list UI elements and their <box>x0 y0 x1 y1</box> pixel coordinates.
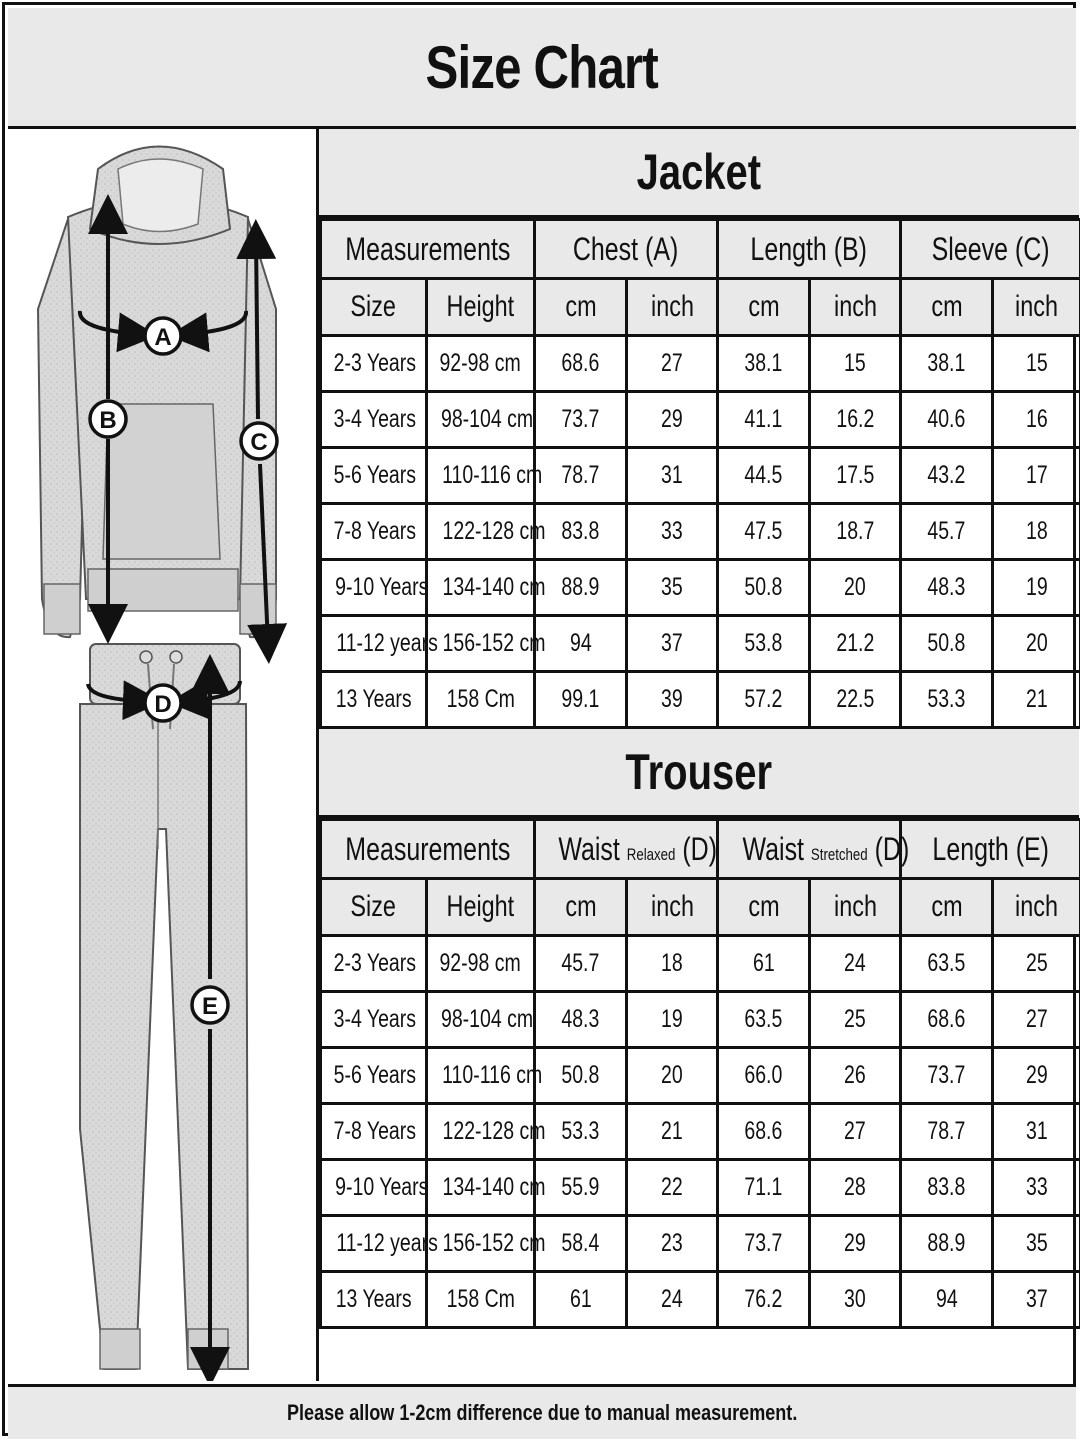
table-cell: 29 <box>661 405 683 433</box>
table-row <box>321 560 1080 616</box>
table-cell: 61 <box>569 1285 592 1313</box>
table-cell: 76.2 <box>744 1285 783 1313</box>
table-cell: 38.1 <box>927 349 966 377</box>
table-cell: 94 <box>569 629 592 657</box>
table-cell: 83.8 <box>561 517 600 545</box>
table-cell: 17 <box>1025 461 1048 489</box>
table-cell: 39 <box>661 685 683 713</box>
table-row <box>321 1216 1080 1272</box>
table-cell: 33 <box>1025 1173 1048 1201</box>
table-cell: 30 <box>844 1285 866 1313</box>
svg-text:E: E <box>201 993 219 1020</box>
table-cell: 98-104 cm <box>440 405 534 433</box>
table-row <box>321 504 1080 560</box>
table-row <box>321 1104 1080 1160</box>
table-cell: 88.9 <box>927 1229 966 1257</box>
unit-inch: inch <box>833 290 877 323</box>
table-cell: 73.7 <box>561 405 600 433</box>
table-cell: 68.6 <box>744 1117 783 1145</box>
jacket-measurements-header: Measurements <box>345 230 511 267</box>
table-cell: 122-128 cm <box>442 1117 546 1145</box>
table-cell: 45.7 <box>561 949 600 977</box>
table-cell: 158 Cm <box>446 685 515 713</box>
page-title: Size Chart <box>425 33 659 101</box>
unit-cm: cm <box>747 890 780 923</box>
table-cell: 20 <box>661 1061 683 1089</box>
garment-diagram <box>8 129 316 1381</box>
table-cell: 88.9 <box>561 573 600 601</box>
table-cell: 26 <box>844 1061 866 1089</box>
jacket-subheader-row <box>321 279 1080 336</box>
table-cell: 37 <box>1025 1285 1048 1313</box>
table-cell: 9-10 Years <box>335 573 429 601</box>
table-row <box>321 616 1080 672</box>
table-cell: 78.7 <box>927 1117 966 1145</box>
table-cell: 16.2 <box>836 405 875 433</box>
jacket-table <box>319 218 1080 729</box>
unit-cm: cm <box>930 890 963 923</box>
table-cell: 25 <box>1025 949 1048 977</box>
table-cell: 48.3 <box>927 573 966 601</box>
table-cell: 45.7 <box>927 517 966 545</box>
table-cell: 3-4 Years <box>333 1005 417 1033</box>
jacket-length-header: Length (B) <box>750 230 868 267</box>
table-cell: 47.5 <box>744 517 783 545</box>
table-cell: 29 <box>1025 1061 1048 1089</box>
trouser-waist-stretched-header: Waist Stretched (D) <box>742 830 910 867</box>
svg-text:A: A <box>154 324 172 351</box>
jacket-chest-header: Chest (A) <box>573 230 679 267</box>
table-cell: 20 <box>1025 629 1048 657</box>
unit-cm: cm <box>564 890 597 923</box>
table-cell: 19 <box>661 1005 683 1033</box>
table-cell: 110-116 cm <box>442 1061 543 1089</box>
unit-inch: inch <box>650 890 694 923</box>
table-cell: 7-8 Years <box>333 1117 417 1145</box>
table-row <box>321 1048 1080 1104</box>
table-cell: 158 Cm <box>446 1285 515 1313</box>
table-cell: 7-8 Years <box>333 517 417 545</box>
table-cell: 29 <box>844 1229 866 1257</box>
unit-cm: cm <box>564 290 597 323</box>
table-cell: 50.8 <box>927 629 966 657</box>
table-cell: 63.5 <box>927 949 966 977</box>
table-cell: 21 <box>661 1117 683 1145</box>
table-row <box>321 336 1080 392</box>
table-cell: 110-116 cm <box>442 461 543 489</box>
table-cell: 24 <box>661 1285 683 1313</box>
table-cell: 44.5 <box>744 461 783 489</box>
table-cell: 2-3 Years <box>333 349 417 377</box>
table-row <box>321 936 1080 992</box>
trouser-subheader-row <box>321 879 1080 936</box>
table-cell: 92-98 cm <box>439 949 522 977</box>
table-cell: 22 <box>661 1173 683 1201</box>
table-row <box>321 392 1080 448</box>
table-cell: 20 <box>844 573 866 601</box>
label-c <box>241 423 277 459</box>
trouser-waist-relaxed-header: Waist Relaxed (D) <box>558 830 718 867</box>
table-cell: 31 <box>1025 1117 1048 1145</box>
svg-text:C: C <box>250 429 268 456</box>
table-cell: 18 <box>1025 517 1048 545</box>
table-row <box>321 448 1080 504</box>
label-d <box>145 685 181 721</box>
footer-note: Please allow 1-2cm difference due to manual measurement. <box>8 1384 1076 1439</box>
table-cell: 11-12 years <box>336 629 438 657</box>
table-cell: 50.8 <box>744 573 783 601</box>
table-cell: 66.0 <box>744 1061 783 1089</box>
unit-cm: cm <box>930 290 963 323</box>
table-cell: 22.5 <box>836 685 875 713</box>
table-cell: 99.1 <box>561 685 600 713</box>
unit-inch: inch <box>1015 890 1059 923</box>
svg-text:B: B <box>99 407 117 434</box>
table-cell: 27 <box>844 1117 866 1145</box>
table-cell: 3-4 Years <box>333 405 417 433</box>
trouser-height-header: Height <box>446 890 515 923</box>
table-cell: 19 <box>1025 573 1048 601</box>
table-row <box>321 1160 1080 1216</box>
trouser-length-header: Length (E) <box>932 830 1049 867</box>
table-cell: 40.6 <box>927 405 966 433</box>
table-cell: 98-104 cm <box>440 1005 534 1033</box>
table-cell: 15 <box>844 349 866 377</box>
table-cell: 13 Years <box>335 685 412 713</box>
jacket-section-title: Jacket <box>319 129 1079 218</box>
table-cell: 53.3 <box>561 1117 600 1145</box>
table-cell: 48.3 <box>561 1005 600 1033</box>
tables-panel <box>319 129 1079 1381</box>
table-cell: 134-140 cm <box>442 1173 546 1201</box>
table-cell: 11-12 years <box>336 1229 438 1257</box>
table-cell: 27 <box>661 349 683 377</box>
table-cell: 50.8 <box>561 1061 600 1089</box>
trouser-header-row <box>321 820 1080 879</box>
label-b <box>90 401 126 437</box>
table-cell: 28 <box>844 1173 866 1201</box>
table-cell: 5-6 Years <box>333 461 417 489</box>
table-cell: 23 <box>661 1229 683 1257</box>
table-cell: 2-3 Years <box>333 949 417 977</box>
table-row <box>321 672 1080 728</box>
table-cell: 71.1 <box>744 1173 783 1201</box>
table-cell: 53.8 <box>744 629 783 657</box>
trouser-measurements-header: Measurements <box>345 830 511 867</box>
table-cell: 24 <box>844 949 866 977</box>
table-cell: 55.9 <box>561 1173 600 1201</box>
size-chart-frame <box>2 2 1076 1436</box>
table-cell: 156-152 cm <box>442 629 546 657</box>
table-cell: 17.5 <box>836 461 875 489</box>
jacket-rows <box>321 336 1080 728</box>
table-cell: 134-140 cm <box>442 573 546 601</box>
table-cell: 5-6 Years <box>333 1061 417 1089</box>
garment-diagram-panel <box>8 129 319 1381</box>
jacket-sleeve-header: Sleeve (C) <box>931 230 1050 267</box>
unit-inch: inch <box>833 890 877 923</box>
table-cell: 16 <box>1025 405 1048 433</box>
table-cell: 41.1 <box>744 405 783 433</box>
table-cell: 73.7 <box>744 1229 783 1257</box>
unit-inch: inch <box>1015 290 1059 323</box>
table-cell: 35 <box>1025 1229 1048 1257</box>
table-cell: 25 <box>844 1005 866 1033</box>
table-row <box>321 992 1080 1048</box>
jacket-header-row <box>321 220 1080 279</box>
label-e <box>192 987 228 1023</box>
trouser-section-title: Trouser <box>319 729 1079 818</box>
table-cell: 31 <box>661 461 683 489</box>
table-cell: 18.7 <box>836 517 875 545</box>
hoodie-illustration <box>38 147 276 638</box>
table-cell: 18 <box>661 949 683 977</box>
table-cell: 61 <box>752 949 775 977</box>
table-cell: 13 Years <box>335 1285 412 1313</box>
table-cell: 63.5 <box>744 1005 783 1033</box>
unit-cm: cm <box>747 290 780 323</box>
jacket-size-header: Size <box>350 290 397 323</box>
label-a <box>145 318 181 354</box>
table-cell: 92-98 cm <box>439 349 522 377</box>
trouser-table <box>319 818 1080 1329</box>
unit-inch: inch <box>650 290 694 323</box>
table-cell: 58.4 <box>561 1229 600 1257</box>
table-cell: 9-10 Years <box>335 1173 429 1201</box>
table-cell: 68.6 <box>927 1005 966 1033</box>
table-cell: 21 <box>1025 685 1048 713</box>
table-cell: 57.2 <box>744 685 783 713</box>
table-cell: 122-128 cm <box>442 517 546 545</box>
table-cell: 15 <box>1025 349 1048 377</box>
table-cell: 21.2 <box>836 629 875 657</box>
jacket-height-header: Height <box>446 290 515 323</box>
table-cell: 156-152 cm <box>442 1229 546 1257</box>
table-cell: 83.8 <box>927 1173 966 1201</box>
svg-text:D: D <box>154 691 172 718</box>
table-cell: 38.1 <box>744 349 783 377</box>
trouser-size-header: Size <box>350 890 397 923</box>
table-cell: 27 <box>1025 1005 1048 1033</box>
title-bar <box>8 8 1076 129</box>
table-cell: 73.7 <box>927 1061 966 1089</box>
table-row <box>321 1272 1080 1328</box>
table-cell: 43.2 <box>927 461 966 489</box>
table-cell: 37 <box>661 629 683 657</box>
trouser-rows <box>321 936 1080 1328</box>
table-cell: 35 <box>661 573 683 601</box>
table-cell: 94 <box>935 1285 958 1313</box>
table-cell: 53.3 <box>927 685 966 713</box>
table-cell: 68.6 <box>561 349 600 377</box>
table-cell: 78.7 <box>561 461 600 489</box>
table-cell: 33 <box>661 517 683 545</box>
